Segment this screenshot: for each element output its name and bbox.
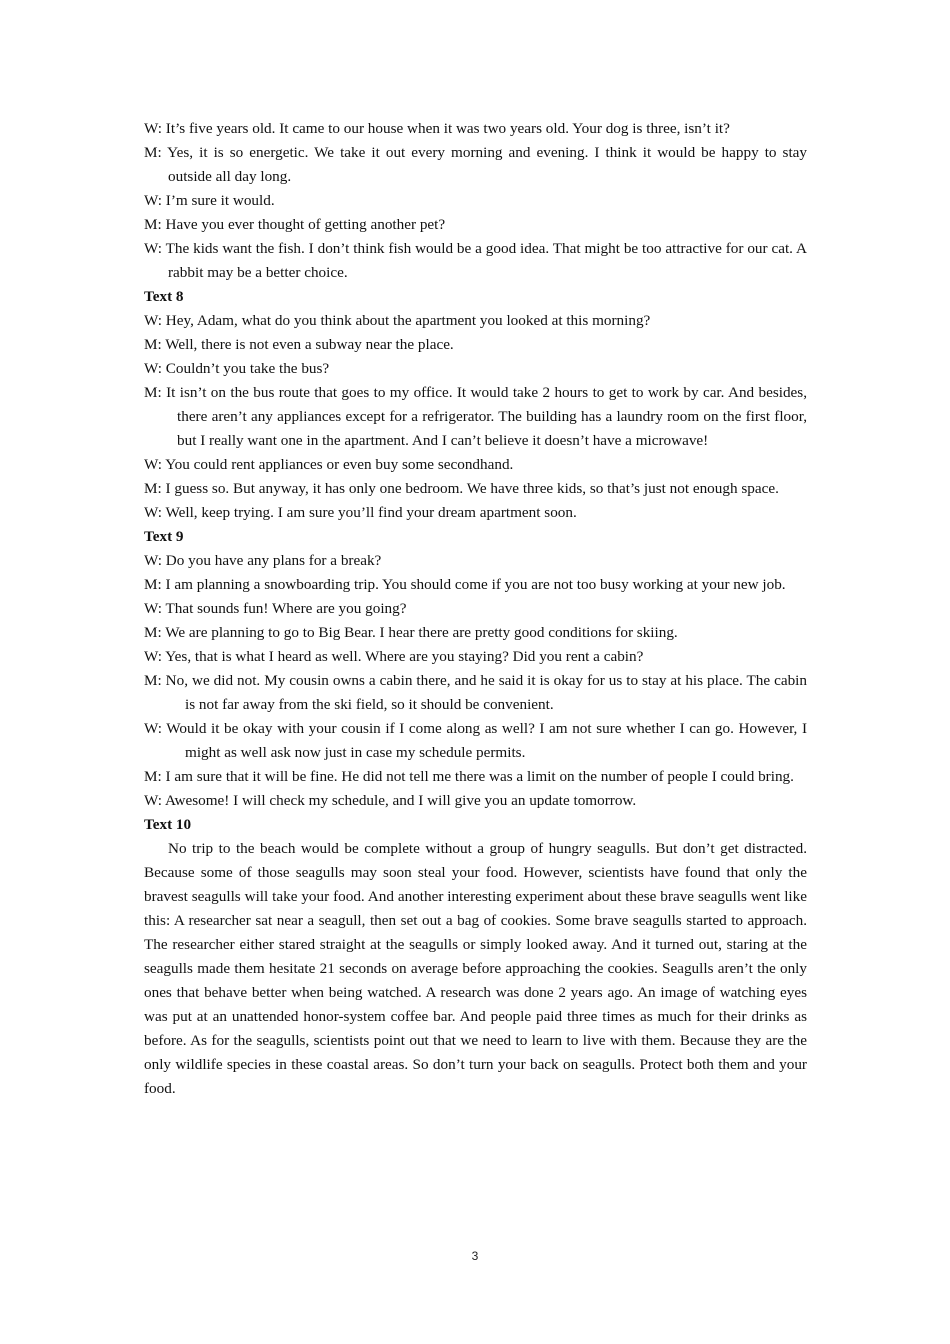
document-page xyxy=(144,117,807,1101)
dialogue-line: W: Well, keep trying. I am sure you’ll find your dream apartment soon. xyxy=(144,504,577,521)
dialogue-line: W: Couldn’t you take the bus? xyxy=(144,360,330,377)
page-number: 3 xyxy=(471,1249,479,1263)
dialogue-line: M: Well, there is not even a subway near the place. xyxy=(144,336,454,353)
dialogue-line: M: Have you ever thought of getting another pet? xyxy=(144,216,446,233)
dialogue-line: W: Hey, Adam, what do you think about the apartment you looked at this morning? xyxy=(144,312,651,329)
dialogue-line: W: It’s five years old. It came to our house when it was two years old. Your dog is three, isn’t it? xyxy=(144,120,730,137)
dialogue-line: W: That sounds fun! Where are you going? xyxy=(144,600,407,617)
dialogue-line: W: Do you have any plans for a break? xyxy=(144,552,382,569)
dialogue-line: M: I am sure that it will be fine. He did not tell me there was a limit on the number of people I could bring. xyxy=(144,768,794,785)
dialogue-line: W: The kids want the fish. I don’t think fish would be a good idea. That might be too attractive for our cat. A rabbit may be a better choice. xyxy=(144,240,807,281)
dialogue-line: W: I’m sure it would. xyxy=(144,192,275,209)
section-heading: Text 9 xyxy=(144,528,184,545)
dialogue-line: M: It isn’t on the bus route that goes to my office. It would take 2 hours to get to work by car. And besides, there aren’t any appliances except for a refrigerator. The building has a laundry room on the first floor, but I really want one in the apartment. And I can’t believe it doesn’t have a microwave! xyxy=(144,384,807,449)
dialogue-line: W: You could rent appliances or even buy some secondhand. xyxy=(144,456,514,473)
text7-tail xyxy=(144,117,807,285)
text10-section xyxy=(144,813,807,1101)
passage-paragraph: No trip to the beach would be complete without a group of hungry seagulls. But don’t get distracted. Because some of those seagulls may soon steal your food. However, scientists have found that only the bravest seagulls will take your food. And another interesting experiment about these brave seagulls went like this: A researcher sat near a seagull, then set out a bag of cookies. Some brave seagulls started to approach. The researcher either stared straight at the seagulls or simply looked away. And it turned out, staring at the seagulls made them hesitate 21 seconds on average before approaching the cookies. Seagulls aren’t the only ones that behave better when being watched. A research was done 2 years ago. An image of watching eyes was put at an unattended honor-system coffee bar. And people paid three times as much for their drinks as before. As for the seagulls, scientists point out that we need to learn to live with them. Because they are the only wildlife species in these coastal areas. So don’t turn your back on seagulls. Protect both them and your food. xyxy=(144,840,807,1097)
dialogue-line: W: Awesome! I will check my schedule, and I will give you an update tomorrow. xyxy=(144,792,637,809)
dialogue-line: M: I guess so. But anyway, it has only one bedroom. We have three kids, so that’s just not enough space. xyxy=(144,480,779,497)
section-heading: Text 10 xyxy=(144,816,192,833)
dialogue-line: W: Yes, that is what I heard as well. Where are you staying? Did you rent a cabin? xyxy=(144,648,644,665)
dialogue-line: M: I am planning a snowboarding trip. You should come if you are not too busy working at your new job. xyxy=(144,576,786,593)
dialogue-line: W: Would it be okay with your cousin if I come along as well? I am not sure whether I can go. However, I might as well ask now just in case my schedule permits. xyxy=(144,720,807,761)
text9-section xyxy=(144,525,807,813)
dialogue-line: M: Yes, it is so energetic. We take it out every morning and evening. I think it would be happy to stay outside all day long. xyxy=(144,144,807,185)
dialogue-line: M: We are planning to go to Big Bear. I hear there are pretty good conditions for skiing. xyxy=(144,624,678,641)
dialogue-line: M: No, we did not. My cousin owns a cabin there, and he said it is okay for us to stay at his place. The cabin is not far away from the ski field, so it should be convenient. xyxy=(144,672,807,713)
text8-section xyxy=(144,285,807,525)
section-heading: Text 8 xyxy=(144,288,184,305)
